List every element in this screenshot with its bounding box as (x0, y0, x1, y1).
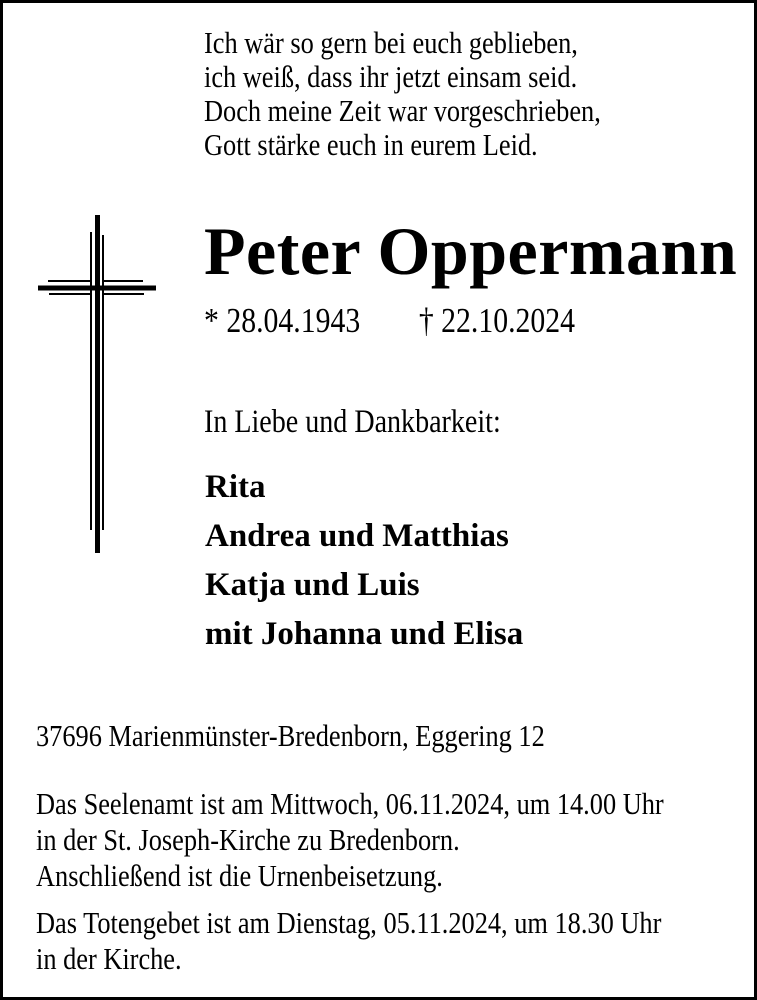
mourner-line-4: mit Johanna und Elisa (205, 616, 524, 652)
cross-icon-svg (33, 208, 163, 558)
totengebet-line-1: Das Totengebet ist am Dienstag, 05.11.2024, um 18.30 Uhr (36, 905, 662, 940)
mourner-line-1: Rita (205, 469, 266, 505)
death-date: † 22.10.2024 (418, 301, 576, 340)
address-line: 37696 Marienmünster-Bredenborn, Eggering 12 (36, 718, 545, 753)
seelenamt-line-1: Das Seelenamt ist am Mittwoch, 06.11.2024, um 14.00 Uhr (36, 786, 664, 821)
seelenamt-line-2: in der St. Joseph-Kirche zu Bredenborn. (36, 822, 460, 857)
mourner-line-2: Andrea und Matthias (205, 518, 509, 554)
funeral-service-info (36, 786, 664, 894)
memorial-poem (204, 26, 601, 162)
prayer-service-info (36, 905, 661, 977)
deceased-name: Peter Oppermann (204, 213, 738, 289)
poem-line-4: Gott stärke euch in eurem Leid. (204, 127, 538, 162)
poem-line-1: Ich wär so gern bei euch geblieben, (204, 25, 578, 60)
poem-line-3: Doch meine Zeit war vorgeschrieben, (204, 93, 601, 128)
tribute-line: In Liebe und Dankbarkeit: (204, 404, 501, 440)
seelenamt-line-3: Anschließend ist die Urnenbeisetzung. (36, 858, 443, 893)
birth-date: * 28.04.1943 (204, 301, 361, 340)
life-dates (204, 300, 575, 342)
memorial-cross-icon (33, 208, 163, 558)
poem-line-2: ich weiß, dass ihr jetzt einsam seid. (204, 59, 578, 94)
mourner-line-3: Katja und Luis (205, 567, 420, 603)
totengebet-line-2: in der Kirche. (36, 941, 182, 976)
mourners-list (205, 463, 523, 659)
